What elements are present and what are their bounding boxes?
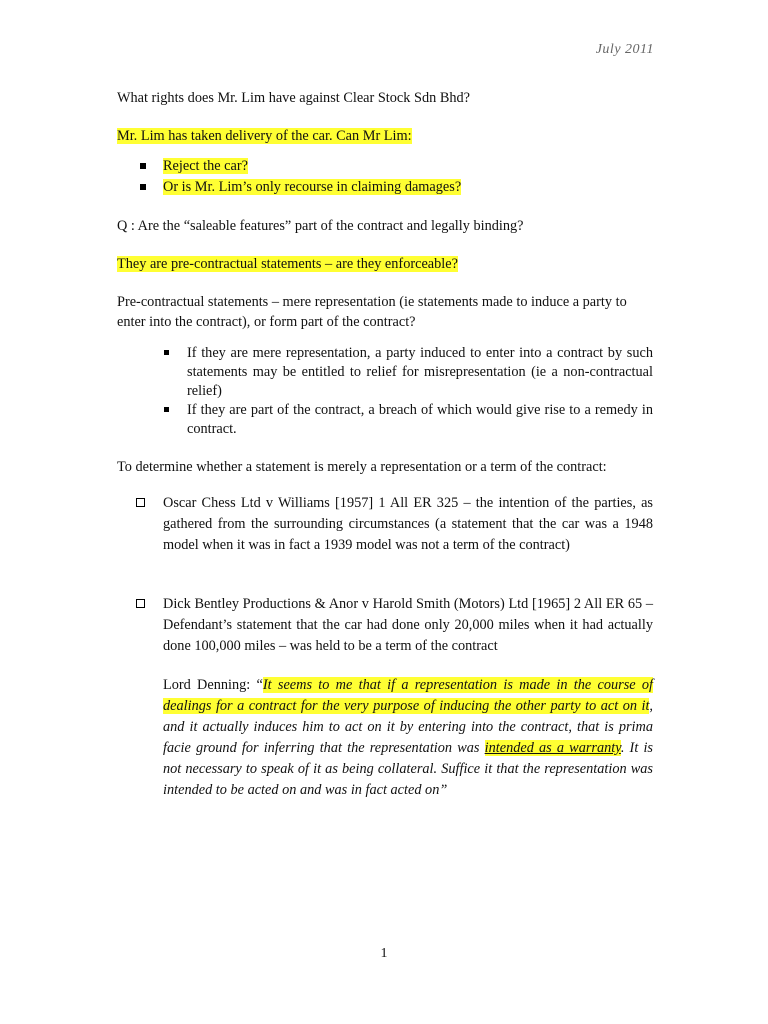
highlighted-text: Mr. Lim has taken delivery of the car. Can Mr Lim: (117, 128, 412, 144)
document-body (117, 88, 653, 801)
case-text: Oscar Chess Ltd v Williams [1957] 1 All ER 325 – the intention of the parties, as gathered from the surrounding circumstances (a statement that the car was a 1948 model when it was in fact a 1939 model was not a term of the contract) (163, 495, 653, 553)
list-item (117, 401, 653, 439)
quote-text: , and it actually induces him to act on it by entering into the contract, that is prima facie ground for inferring that the representation was (163, 698, 653, 756)
list-item-text: If they are mere representation, a party induced to enter into a contract by such statements may be entitled to relief for misrepresentation (ie a non-contractual relief) (187, 345, 653, 399)
list-item-text: If they are part of the contract, a breach of which would give rise to a remedy in contract. (187, 402, 653, 437)
case-item (117, 594, 653, 657)
main-question: What rights does Mr. Lim have against Clear Stock Sdn Bhd? (117, 90, 470, 106)
list-item (117, 344, 653, 401)
case-item (117, 493, 653, 556)
options-list (117, 156, 653, 198)
square-bullet-icon (164, 407, 169, 412)
page-number: 1 (380, 946, 388, 961)
determine-paragraph: To determine whether a statement is merely a representation or a term of the contract: (117, 459, 607, 475)
list-item-text: Or is Mr. Lim’s only recourse in claiming damages? (163, 179, 462, 195)
quote-warranty-highlight: intended as a warranty (484, 740, 621, 756)
quote-text: . It is not necessary to speak of it as being collateral. Suffice it that the representation was intended to be acted on and was in fact acted on” (163, 740, 653, 798)
q-line: Q : Are the “saleable features” part of the contract and legally binding? (117, 218, 524, 234)
list-item (117, 156, 653, 177)
list-item (117, 177, 653, 198)
list-item-text: Reject the car? (163, 158, 248, 174)
square-bullet-icon (140, 184, 146, 190)
quote-speaker: Lord Denning: “ (163, 677, 263, 693)
checkbox-bullet-icon (136, 599, 145, 608)
square-bullet-icon (140, 163, 146, 169)
square-bullet-icon (164, 350, 169, 355)
highlighted-text: They are pre-contractual statements – are they enforceable? (117, 256, 458, 272)
quote-highlight: It seems to me that if a representation is made in the course of dealings for a contract for the very purpose of inducing the other party to act on it (163, 677, 654, 714)
precontract-paragraph: Pre-contractual statements – mere representation (ie statements made to induce a party to enter into the contract), or form part of the contract? (117, 294, 627, 330)
case-text: Dick Bentley Productions & Anor v Harold Smith (Motors) Ltd [1965] 2 All ER 65 – Defendant’s statement that the car had done only 20,000 miles when it had actually done 100,000 miles – was held to be a term of the contract (163, 596, 653, 654)
checkbox-bullet-icon (136, 498, 145, 507)
cases-list (117, 493, 653, 657)
enforceable-line (117, 254, 653, 274)
header-date: July 2011 (595, 42, 654, 57)
consequences-list (117, 344, 653, 439)
delivery-line (117, 126, 653, 146)
denning-quote (117, 675, 653, 801)
